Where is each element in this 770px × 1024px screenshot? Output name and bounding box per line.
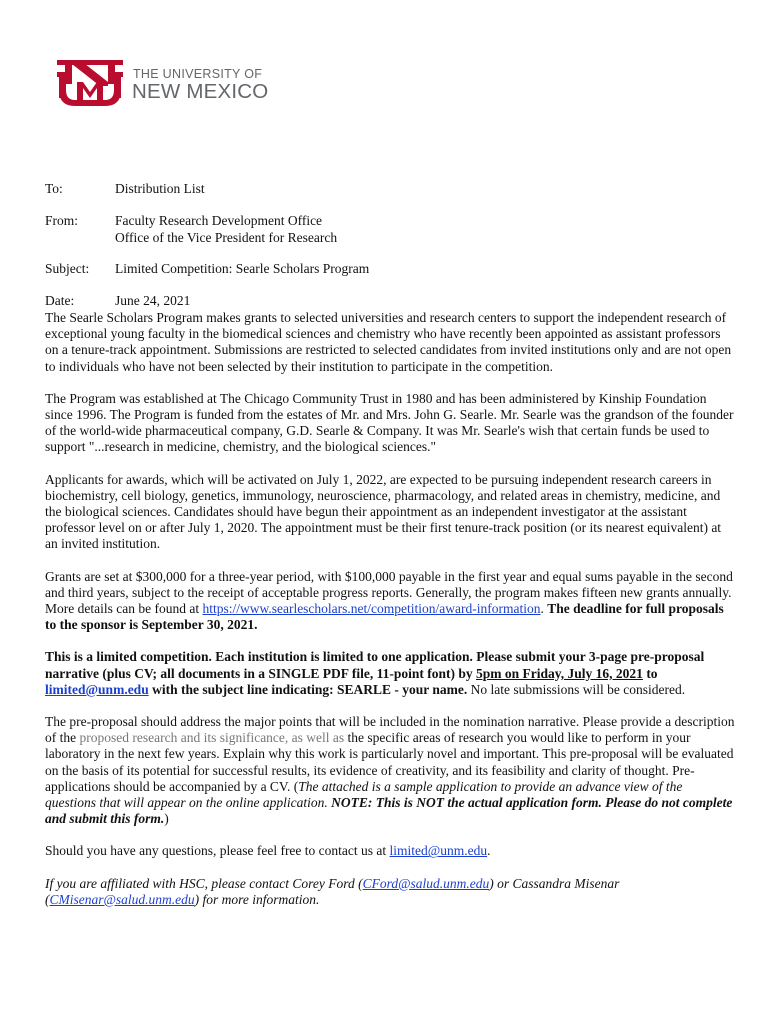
from-value-2: Office of the Vice President for Research (115, 230, 338, 245)
not-actual-form-note: NOTE: This is NOT the actual application form. Please do not complete and submit this form. (45, 795, 733, 827)
limited-email-text: limited@unm.edu (45, 681, 149, 697)
paragraph-program-history: The Program was established at The Chicago Community Trust in 1980 and has been administered by Kinship Foundation since 1996. The Program is funded from the estates of Mr. and Mrs. John G. Searle. Mr. Searle was the grandson of the founder of the world-wide pharmaceutical company, G.D. Searle & Company. It was Mr. Searle's wish that certain funds be used to support "...research in medicine, chemistry, and the biological sciences." (45, 390, 734, 455)
grants-text: Grants are set at $300,000 for a three-year period, with $100,000 payable in the first year and equal sums payable in the second and third years, subject to the receipt of acceptable progress reports. Generally, the program makes fifteen new grants annually. More details can be found at (45, 568, 733, 617)
award-information-link[interactable]: https://www.searlescholars.net/competition/award-information (202, 601, 541, 617)
to-label: To: (45, 181, 63, 196)
hsc-text-c: ) for more information. (194, 891, 320, 907)
full-proposal-deadline: The deadline for full proposals to the sponsor is September 30, 2021. (45, 601, 724, 633)
from-value-1: Faculty Research Development Office (115, 213, 323, 228)
paragraph-hsc-contacts (45, 876, 735, 908)
paragraph-eligibility: Applicants for awards, which will be activated on July 1, 2022, are expected to be pursuing independent research careers in biochemistry, cell biology, genetics, immunology, neuroscience, pharmacology, and related areas in chemistry, medicine, and the biological sciences. Candidates should have begun their appointment as an independent investigator at the assistant professor level on or after July 1, 2020. The appointment must be their first tenure-track position (or its nearest equivalent) at an invited institution. (45, 471, 722, 552)
preproposal-gray-text: proposed research and its significance, as well as (79, 730, 345, 746)
preproposal-text-a: The pre-proposal should address the major points that will be included in the nomination narrative. Please provide a description of the (45, 714, 735, 746)
subject-label: Subject: (45, 261, 90, 276)
cmisenar-email-text: CMisenar@salud.unm.edu (49, 891, 195, 907)
subject-value: Limited Competition: Searle Scholars Program (115, 261, 370, 276)
no-late-submissions: No late submissions will be considered. (467, 681, 686, 697)
paragraph-grants (45, 569, 735, 634)
limited-competition-to: to (642, 665, 658, 681)
paragraph-preproposal (45, 714, 735, 827)
preproposal-end: ) (164, 811, 169, 827)
subject-line-instruction: with the subject line indicating: SEARLE - your name. (148, 681, 468, 697)
questions-email-link[interactable]: limited@unm.edu (389, 843, 488, 859)
limited-email-link[interactable] (45, 682, 149, 697)
questions-text: Should you have any questions, please feel free to contact us at (45, 843, 390, 859)
memo-body (45, 310, 735, 924)
logo-line1: THE UNIVERSITY OF (133, 67, 263, 81)
limited-competition-text: This is a limited competition. Each institution is limited to one application. Please submit your 3-page pre-proposal narrative (plus CV; all documents in a SINGLE PDF file, 11-point font) by (45, 649, 705, 681)
paragraph-limited-competition (45, 649, 735, 698)
hsc-text-a: If you are affiliated with HSC, please contact Corey Ford ( (45, 875, 363, 891)
questions-end: . (487, 843, 491, 859)
sample-application-note: The attached is a sample application to provide an advance view of the questions that will appear on the online application. (45, 778, 683, 811)
cford-email-text: CFord@salud.unm.edu (362, 875, 490, 891)
paragraph-program-overview: The Searle Scholars Program makes grants to selected universities and research centers to support the independent research of exceptional young faculty in the biomedical sciences and chemistry who have recently been appointed as assistant professors on a tenure-track appointment. Submissions are restricted to selected candidates from invited institutions only and are not open to individuals who have not been selected by their institution to participate in the competition. (45, 310, 732, 374)
cford-email-link[interactable] (363, 876, 490, 891)
grants-after-link: . (540, 601, 548, 617)
cmisenar-email-link[interactable] (50, 892, 195, 907)
preproposal-deadline: 5pm on Friday, July 16, 2021 (476, 665, 643, 681)
date-label: Date: (45, 293, 75, 308)
paragraph-questions (45, 843, 735, 859)
logo-line2: NEW MEXICO (132, 80, 269, 103)
unm-logo-mark (55, 60, 125, 108)
hsc-text-b: ) or Cassandra Misenar ( (45, 875, 620, 907)
date-value: June 24, 2021 (115, 293, 191, 308)
preproposal-text-b: the specific areas of research you would like to perform in your laboratory in the next few years. Explain why this work is particularly novel and important. This pre-proposal will be evaluated on the basis of its potential for successful results, its evidence of creativity, and its feasibility and clarity of thought. Pre-applications should be accompanied by a CV. ( (45, 730, 734, 794)
from-label: From: (45, 213, 79, 228)
to-value: Distribution List (115, 181, 205, 196)
unm-logo (55, 60, 275, 108)
